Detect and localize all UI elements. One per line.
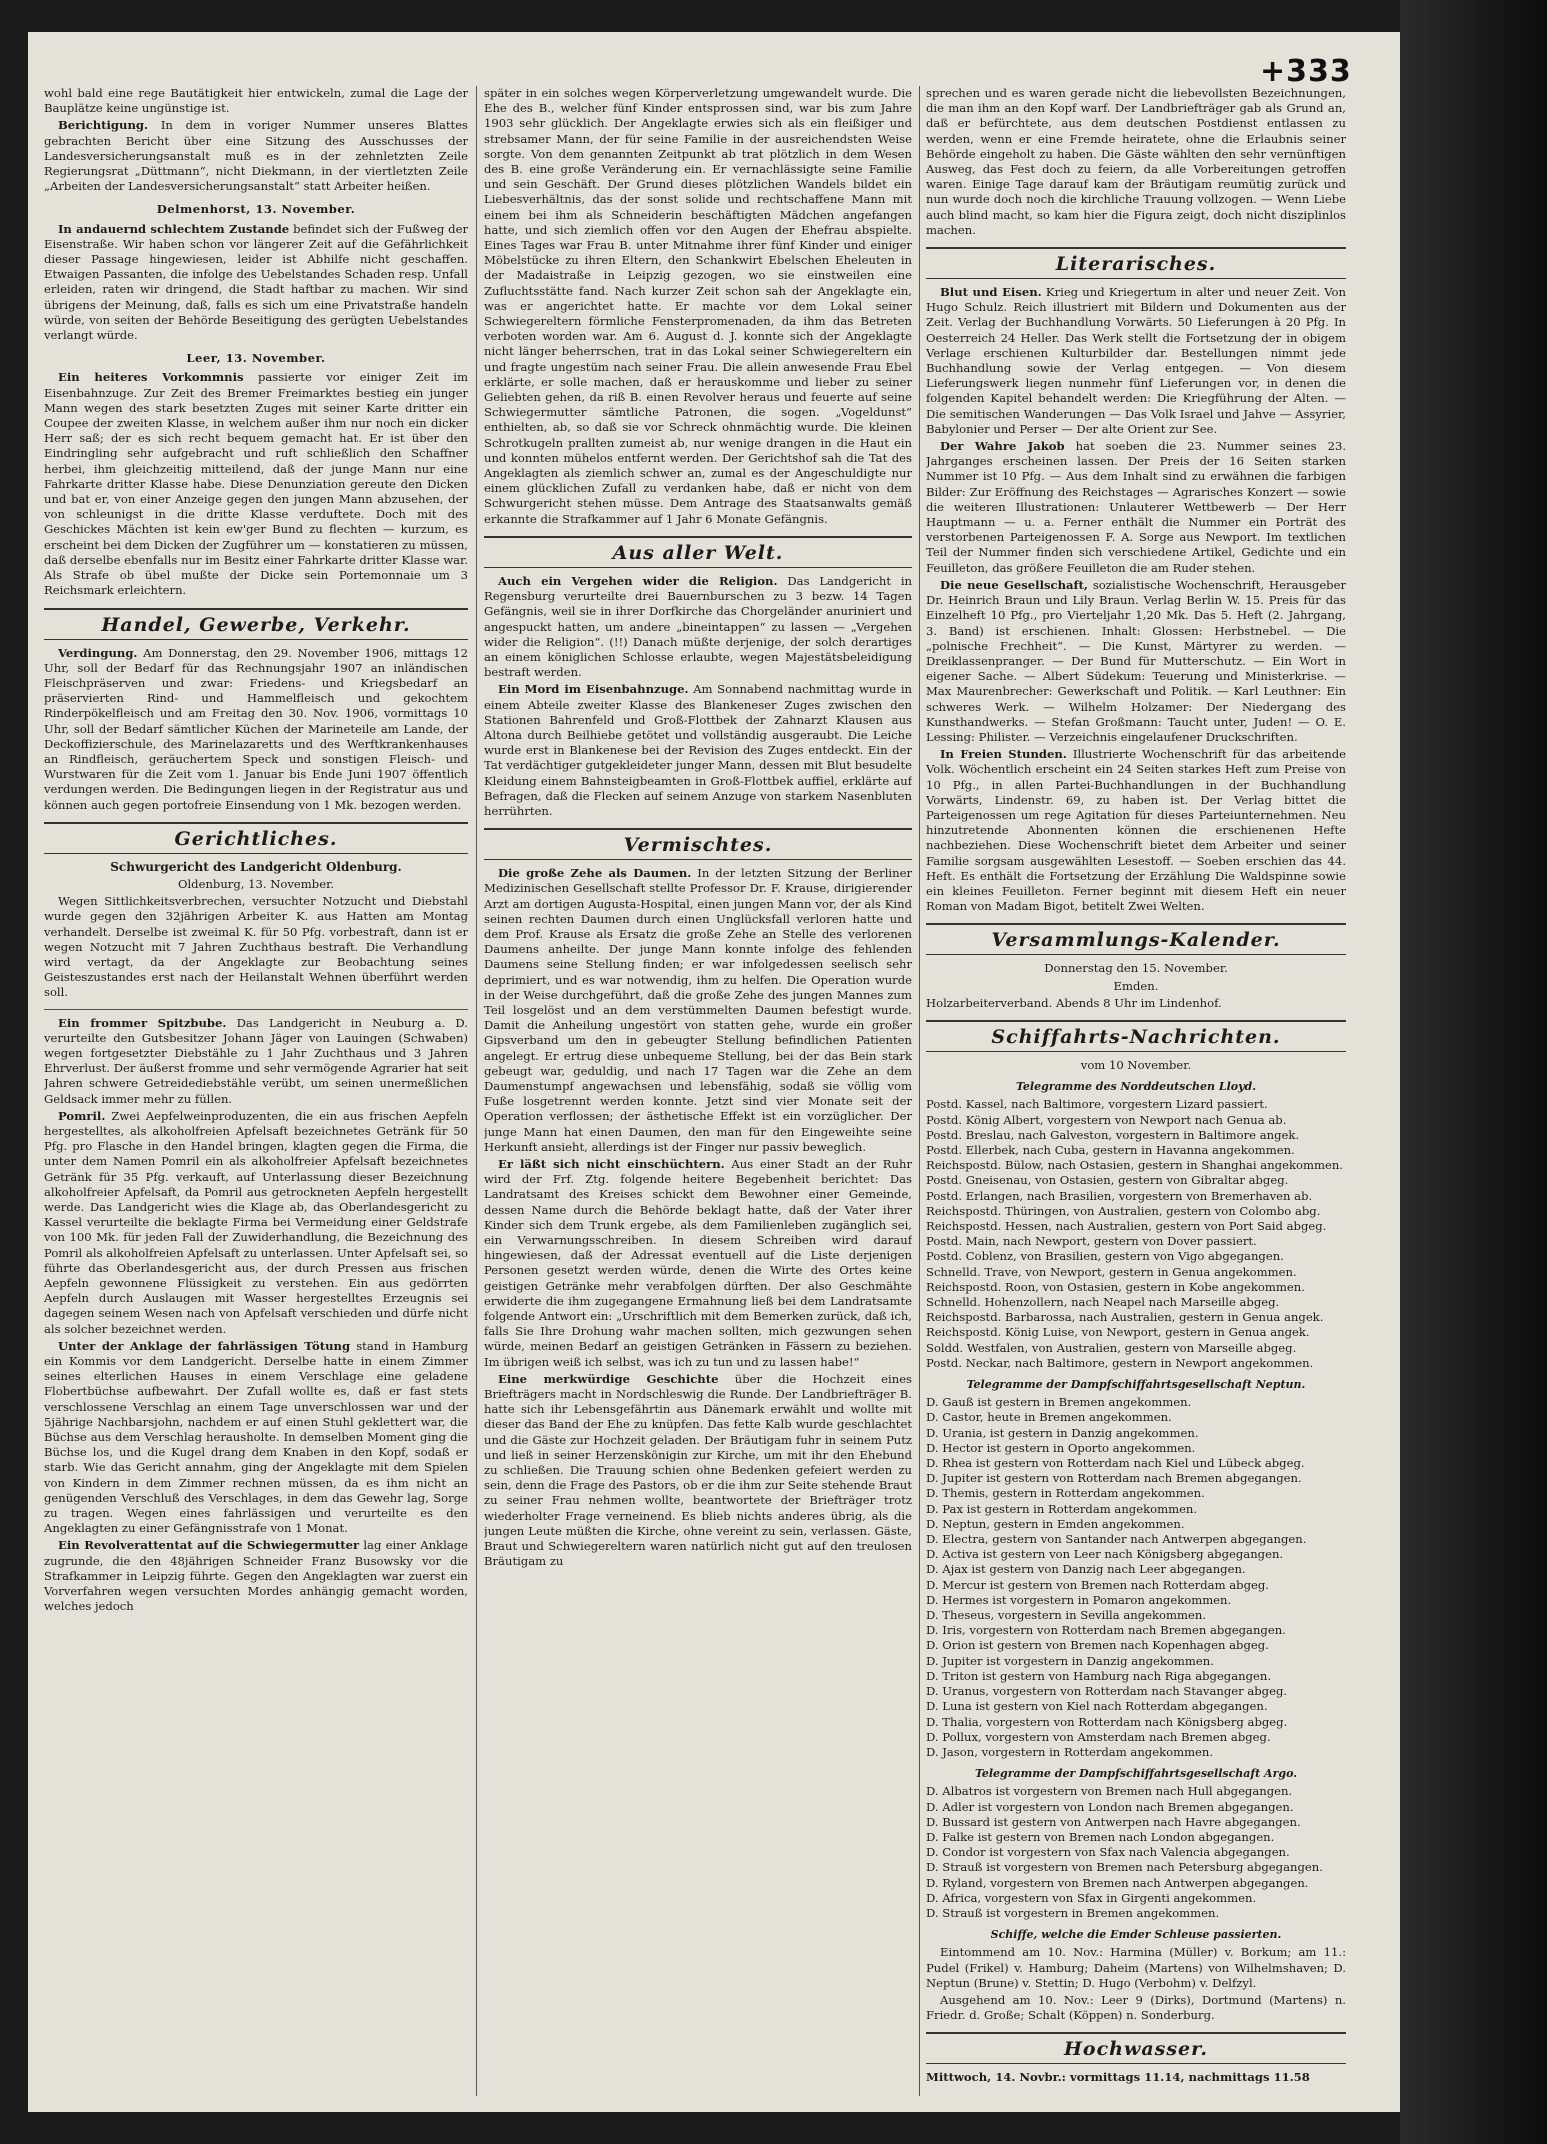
section-heading: Gerichtliches. (44, 822, 468, 854)
telegram-heading: Telegramme der Dampfschiffahrtsgesellschaft Neptun. (966, 1378, 1306, 1392)
ship-report: Postd. Kassel, nach Baltimore, vorgestern Lizard passiert. (926, 1097, 1268, 1112)
article-text: später in ein solches wegen Körperverletzung umgewandelt wurde. Die Ehe des B., welcher fünf Kinder entsprossen sind, war bis zum Jahre 1903 sehr glücklich. Der Angeklagte erwies sich als ein fleißiger und strebsamer Mann, der für seine Familie in der ausreichendsten Weise sorgte. Von dem genannten Zeitpunkt ab trat plötzlich in dem Wesen des B. eine große Veränderung ein. Er vernachlässigte seine Familie und sein Geschäft. Der Grund dieses plötzlichen Wandels bildet ein Liebesverhältnis, das der sonst solide und rechtschaffene Mann mit einem bei ihm als Schneiderin beschäftigten Mädchen angefangen hatte, und sich ziemlich offen vor den Augen der Ehefrau abspielte. Eines Tages war Frau B. unter Mitnahme ihrer fünf Kinder und einiger Möbelstücke zu ihren Eltern, den Schankwirt Ebelschen Eheleuten in der Madaistraße in Leipzig gezogen, wo sie einstweilen eine Zufluchtsstätte fand. Nach kurzer Zeit schon sah der Angeklagte ein, was er angerichtet hatte. Er machte vor dem Lokal seiner Schwiegereltern förmliche Fensterpromenaden, da ihm das Betreten verboten worden war. Am 6. August d. J. konnte sich der Angeklagte nicht länger beherrschen, trat in das Lokal seiner Schwiegereltern ein und fragte ungestüm nach seiner Frau. Die allein anwesende Frau Ebel erklärte, er solle machen, daß er herauskomme und lieber zu seiner Geliebten gehen, da riß B. einen Revolver heraus und feuerte auf seine Schwiegermutter sämtliche Patronen, die sogen. „Vogeldunst“ enthielten, ab, so daß sie vor Schreck ohnmächtig wurde. Die kleinen Schrotkugeln prallten zumeist ab, nur wenige drangen in die Haut ein und konnten mühelos entfernt werden. Der Gerichtshof sah die Tat des Angeklagten als ziemlich schwer an, zumal es der Angeschuldigte nur einem glücklichen Zufall zu verdanken habe, daß er nicht von dem Schwurgericht stehen müsse. Dem Antrage des Staatsanwalts gemäß erkannte die Strafkammer auf 1 Jahr 6 Monate Gefängnis. (484, 86, 912, 526)
ship-report: Postd. Neckar, nach Baltimore, gestern in Newport angekommen. (926, 1355, 1314, 1370)
article-text: Eintommend am 10. Nov.: Harmina (Müller) v. Borkum; am 11.: Pudel (Frikel) v. Hamburg; Daheim (Martens) von Wilhelmshaven; D. Neptun (Brune) v. Stettin; D. Hugo (Verbohm) v. Delfzyl. (926, 1945, 1346, 1990)
ship-report: D. Iris, vorgestern von Rotterdam nach Bremen abgegangen. (926, 1623, 1286, 1638)
telegram-heading: Telegramme des Norddeutschen Lloyd. (1015, 1080, 1257, 1094)
article-text: lag einer Anklage zugrunde, die den 48jährigen Schneider Franz Busowsky vor die Strafkammer in Leipzig führte. Gegen den Angeklagten war zuerst ein Vorverfahren wegen versuchten Mordes anhängig gemacht worden, welches jedoch (44, 1538, 468, 1614)
ship-report: Reichspostd. Hessen, nach Australien, gestern von Port Said abgeg. (926, 1219, 1327, 1233)
article-headline: Auch ein Vergehen wider die Religion. (498, 573, 778, 588)
article-headline: Blut und Eisen. (940, 285, 1042, 300)
section-heading: Hochwasser. (926, 2032, 1346, 2064)
article-text: Illustrierte Wochenschrift für das arbeitende Volk. Wöchentlich erscheint ein 24 Seiten starkes Heft zum Preise von 10 Pfg., in allen Partei-Buchhandlungen in der Buchhandlung Vorwärts, Lindenstr. 69, zu haben ist. Der Verlag bittet die Parteigenossen um rege Agitation für dieses Parteiunternehmen. Neu hinzutretende Abonnenten können die erschienenen Hefte nachbeziehen. Diese Wochenschrift bietet dem Arbeiter und seiner Familie sorgsam ausgewählten Lesestoff. — Soeben erschien das 44. Heft. Es enthält die Fortsetzung der Erzählung Die Waldspinne sowie ein kleines Feuilleton. Ferner beginnt mit diesem Heft ein neuer Roman von Madam Bigot, betitelt Zwei Welten. (926, 747, 1346, 914)
ship-report: D. Thalia, vorgestern von Rotterdam nach Königsberg abgeg. (926, 1714, 1288, 1729)
article-paragraph (926, 439, 1346, 576)
article-text: Das Landgericht in Neuburg a. D. verurteilte den Gutsbesitzer Johann Jäger von Lauingen (Schwaben) wegen fortgesetzter Diebstähle zu 1 Jahr Zuchthaus und 3 Jahren Ehrverlust. Der äußerst fromme und sehr vermögende Agrarier hat seit Jahren schwere Getreidediebstähle verübt, um seinen unermeßlichen Geldsack immer mehr zu füllen. (44, 1015, 468, 1106)
article-text: befindet sich der Fußweg der Eisenstraße. Wir haben schon vor längerer Zeit auf die Gefährlichkeit dieser Passage hingewiesen, leider ist Abhilfe nicht geschaffen. Etwaigen Passanten, die infolge des Uebelstandes Schaden resp. Unfall erleiden, raten wir dringend, die Stadt haftbar zu machen. Wir sind übrigens der Meinung, daß, falls es sich um eine Privatstraße handeln würde, von seiten der Behörde Beseitigung des gerügten Uebelstandes verlangt würde. (44, 221, 468, 343)
article-text: sprechen und es waren gerade nicht die liebevollsten Bezeichnungen, die man ihm an den Kopf warf. Der Landbriefträger gab als Grund an, daß er befürchtete, aus dem deutschen Postdienst entlassen zu werden, wenn er eine Fremde heiratete, ohne die Erlaubnis seiner Behörde eingeholt zu haben. Die Gäste wählten den sehr vernünftigen Ausweg, das Fest doch zu feiern, da alle Vorbereitungen getroffen waren. Einige Tage darauf kam der Bräutigam reumütig zurück und nun wurde doch noch die kirchliche Trauung vollzogen. — Wenn Liebe auch blind macht, so kam hier die Figura zeigt, doch nicht disziplinlos machen. (926, 86, 1346, 237)
article-paragraph (44, 1109, 468, 1337)
article-text: Das Landgericht in Regensburg verurteilte drei Bauernburschen zu 3 bezw. 14 Tagen Gefängnis, weil sie in ihrer Dorfkirche das Chorgeländer anuriniert und angespuckt hatten, um andere „bineintappen“ zu lassen — „Vergehen wider die Religion“. (!!) Danach müßte derjenige, der solch derartiges an einem königlichen Schlosse erlaubte, wegen Majestätsbeleidigung bestraft werden. (484, 573, 912, 680)
ship-report: D. Luna ist gestern von Kiel nach Rotterdam abgegangen. (926, 1699, 1268, 1714)
article-text: Wegen Sittlichkeitsverbrechen, versuchter Notzucht und Diebstahl wurde gegen den 32jährigen Arbeiter K. aus Hatten am Montag verhandelt. Derselbe ist zweimal K. für 50 Pfg. vorbestraft, dann ist er wegen Notzucht mit 7 Jahren Zuchthaus bestraft. Die Verhandlung wird vertagt, da der Angeklagte zur Beobachtung seines Geisteszustandes erst nach der Heilanstalt Wehnen überführt werden soll. (44, 894, 468, 1000)
article-paragraph (44, 646, 468, 813)
ship-report: D. Condor ist vorgestern von Sfax nach Valencia abgegangen. (926, 1845, 1290, 1860)
article-headline: Unter der Anklage der fahrlässigen Tötung (58, 1338, 351, 1353)
article-paragraph (44, 370, 468, 598)
article-text: In dem in voriger Nummer unseres Blattes gebrachten Bericht über eine Sitzung des Ausschusses der Landesversicherungsanstalt muß es in der zehnletzten Zeile Regierungsrat „Düttmann“, nicht Diekmann, in der viertletzten Zeile „Arbeiten der Landesversicherungsanstalt“ statt Arbeiter heißen. (44, 118, 468, 194)
ship-report: D. Pollux, vorgestern von Amsterdam nach Bremen abgeg. (926, 1729, 1271, 1744)
section-heading: Vermischtes. (484, 828, 912, 860)
article-paragraph (44, 222, 468, 344)
ship-report: Postd. König Albert, vorgestern von Newport nach Genua ab. (926, 1112, 1287, 1127)
column-2 (484, 86, 912, 2096)
ship-report: D. Triton ist gestern von Hamburg nach Riga abgegangen. (926, 1668, 1272, 1683)
article-text: Am Donnerstag, den 29. November 1906, mittags 12 Uhr, soll der Bedarf für das Rechnungsjahr 1907 an inländischen Fleischpräserven und zwar: Friedens- und Kriegsbedarf an präservierten Rind- und Hammelfleisch und gekochtem Rinderpökelfleisch und am Freitag den 30. Nov. 1906, vormittags 10 Uhr, soll der Bedarf sämtlicher Küchen der Marineteile am Lande, der Deckoffizierschule, des Marinelazaretts und des Werftkrankenhauses an Rindfleisch, geräuchertem Speck und sonstigen Fleisch- und Wurstwaren für die Zeit vom 1. Januar bis Ende Juni 1907 öffentlich verdungen werden. Die Bedingungen liegen in der Registratur aus und können auch gegen portofreie Einsendung von 1 Mk. bezogen werden. (44, 645, 468, 812)
ship-report: Postd. Breslau, nach Galveston, vorgestern in Baltimore angek. (926, 1127, 1300, 1142)
section-heading: Schiffahrts-Nachrichten. (926, 1020, 1346, 1052)
dateline: Delmenhorst, 13. November. (156, 202, 356, 217)
ship-report: D. Themis, gestern in Rotterdam angekommen. (926, 1486, 1205, 1501)
page-number: +333 (1260, 54, 1352, 89)
ship-list (926, 1784, 1346, 1921)
ship-report: D. Albatros ist vorgestern von Bremen nach Hull abgegangen. (926, 1784, 1293, 1799)
book-spine (1400, 0, 1547, 2144)
ship-report: Reichspostd. Barbarossa, nach Australien, gestern in Genua angek. (926, 1310, 1324, 1325)
ship-report: Reichspostd. Bülow, nach Ostasien, gestern in Shanghai angekommen. (926, 1158, 1343, 1173)
subheading: Schwurgericht des Landgericht Oldenburg. (110, 859, 402, 874)
ship-report: D. Jason, vorgestern in Rotterdam angekommen. (926, 1744, 1214, 1759)
ship-report: D. Neptun, gestern in Emden angekommen. (926, 1516, 1185, 1531)
ship-list (926, 1097, 1346, 1371)
ship-report: D. Strauß ist vorgestern in Bremen angekommen. (926, 1905, 1220, 1920)
article-text: In der letzten Sitzung der Berliner Medizinischen Gesellschaft stellte Professor Dr. F. Krause, dirigierender Arzt am dortigen Augusta-Hospital, einen jungen Mann vor, der als Kind seinen rechten Daumen durch einen Unglücksfall verloren hatte und dem Prof. Krause als Ersatz die große Zehe an Stelle des verlorenen Daumens anheilte. Der junge Mann konnte infolge des fehlenden Daumens seine Stellung finden; er war infolgedessen seelisch sehr deprimiert, und es war notwendig, ihm zu helfen. Die Operation wurde in der Weise durchgeführt, daß die große Zehe des jungen Mannes zum Teil losgelöst und an dem verstümmelten Daumen befestigt wurde. Damit die Anheilung ungestört von statten gehe, wurde ein großer Gipsverband um den in gebeugter Stellung befindlichen Patienten angelegt. Er ertrug diese unbequeme Stellung, bei der das Bein stark gebeugt war, geduldig, und nach 17 Tagen war die Zehe an dem Daumenstumpf angewachsen und lebensfähig, sodaß sie völlig vom Fuße losgetrennt werden konnte. Jetzt sind vier Monate seit der Operation verflossen; der ästhetische Effekt ist ein vorzüglicher. Der junge Mann hat einen Daumen, den man für den Eingeweihte seine Herkunft ansieht, allerdings ist der Finger nur passiv beweglich. (484, 866, 912, 1154)
ship-report: D. Hector ist gestern in Oporto angekommen. (926, 1440, 1196, 1455)
ship-report: Reichspostd. Roon, von Ostasien, gestern in Kobe angekommen. (926, 1279, 1305, 1294)
article-text: hat soeben die 23. Nummer seines 23. Jahrganges erscheinen lassen. Der Preis der 16 Seiten starken Nummer ist 10 Pfg. — Aus dem Inhalt sind zu erwähnen die farbigen Bilder: Zur Eröffnung des Reichstages — Agrarisches Konzert — sowie die weiteren Illustrationen: Unlauterer Wettbewerb — Der Herr Hauptmann — u. a. Ferner enthält die Nummer ein Porträt des verstorbenen Parteigenossen F. A. Sorge aus Newport. Im textlichen Teil der Nummer finden sich verschiedene Artikel, Gedichte und ein Feuilleton, das größere Feuilleton die am Ruder stehen. (926, 439, 1346, 575)
ship-report: D. Orion ist gestern von Bremen nach Kopenhagen abgeg. (926, 1638, 1269, 1653)
ship-report: Reichspostd. König Luise, von Newport, gestern in Genua angek. (926, 1325, 1310, 1340)
ship-report: D. Electra, gestern von Santander nach Antwerpen abgegangen. (926, 1532, 1307, 1547)
column-1 (44, 86, 468, 2096)
ship-report: Soldd. Westfalen, von Australien, gestern von Marseille abgeg. (926, 1340, 1297, 1355)
article-paragraph (44, 118, 468, 194)
subheading: Donnerstag den 15. November. (1044, 961, 1228, 976)
article-headline: Die neue Gesellschaft, (940, 577, 1088, 592)
article-text: Am Sonnabend nachmittag wurde in einem Abteile zweiter Klasse des Blankeneser Zuges zwischen den Stationen Bahrenfeld und Groß-Flottbek der Zahnarzt Klausen aus Altona durch Beilhiebe getötet und vollständig ausgeraubt. Die Leiche wurde erst in Blankenese bei der Revision des Zuges entdeckt. Ein der Tat verdächtiger gutgekleideter junger Mann, dessen mit Blut besudelte Kleidung einem Bahnsteigbeamten in Groß-Flottbek auffiel, erklärte auf Befragen, daß die Flecken auf seinem Anzuge von starkem Nasenbluten herrührten. (484, 682, 912, 818)
section-heading: Handel, Gewerbe, Verkehr. (44, 608, 468, 640)
article-headline: Ein heiteres Vorkommnis (58, 370, 244, 385)
article-text: sozialistische Wochenschrift, Herausgeber Dr. Heinrich Braun und Lily Braun. Verlag Berlin W. 15. Preis für das Einzelheft 10 Pfg., pro Vierteljahr 1,20 Mk. Das 5. Heft (2. Jahrgang, 3. Band) ist erschienen. Inhalt: Glossen: Herbstnebel. — Die „polnische Frechheit“. — Die Kunst, Märtyrer zu werden. — Dreiklassenpranger. — Der Bund für Mutterschutz. — Ein Wort in eigener Sache. — Albert Südekum: Teuerung und Ministerkrise. — Max Maurenbrecher: Gewerkschaft und Politik. — Karl Leuthner: Ein schweres Werk. — Wilhelm Holzamer: Der Niedergang des Kunsthandwerks. — Stefan Großmann: Taucht unter, Juden! — O. E. Lessing: Philister. — Verzeichnis eingelaufener Druckschriften. (926, 577, 1346, 744)
ship-report: D. Castor, heute in Bremen angekommen. (926, 1410, 1172, 1425)
ship-report: D. Jupiter ist gestern von Rotterdam nach Bremen abgegangen. (926, 1471, 1302, 1486)
subheading: vom 10 November. (1080, 1057, 1192, 1072)
article-headline: Verdingung. (58, 645, 138, 660)
ship-report: Schnelld. Hohenzollern, nach Neapel nach Marseille abgeg. (926, 1295, 1280, 1310)
article-text: über die Hochzeit eines Briefträgers macht in Nordschleswig die Runde. Der Landbriefträger B. hatte sich ihr Lebensgefährtin aus Dänemark erwählt und wollte mit dieser das Band der Ehe zu knüpfen. Das fette Kalb wurde geschlachtet und die Gäste zur Hochzeit geladen. Der Bräutigam fuhr in seinem Putz und ließ in seiner Herzenskönigin zur Kirche, um mit ihr den Ehebund zu schließen. Die Trauung schien ohne Bedenken gefeiert werden zu sein, denn die Frage des Pastors, ob er die ihm zur Seite stehende Braut zu seiner Frau nehmen wollte, beantwortete der Briefträger trotz wiederholter Frage verneinend. Es blieb nichts anderes übrig, als die jungen Leute müßten die Kirche, ohne vereint zu sein, verlassen. Gäste, Braut und Schwiegereltern waren natürlich nicht gut auf den treulosen Bräutigam zu (484, 1371, 912, 1569)
ship-report: D. Uranus, vorgestern von Rotterdam nach Stavanger abgeg. (926, 1684, 1288, 1699)
column-rule (919, 86, 920, 2096)
article-text: stand in Hamburg ein Kommis vor dem Landgericht. Derselbe hatte in einem Zimmer seines elterlichen Hauses in einem Verschlage eine geladene Flobertbüchse aufbewahrt. Der Zufall wollte es, daß er fast stets verschlossene Verschlag an einem Tage unverschlossen war und der 5jährige Nachbarsjohn, nachdem er auf einen Stuhl geklettert war, die Büchse aus dem Verschlag herausholte. In demselben Moment ging die Büchse los, und die Kugel drang dem Knaben in den Kopf, sodaß er starb. Wie das Gericht annahm, ging der Angeklagte mit dem Spielen von Kindern in dem Zimmer rechnen müssen, da es ihm nicht an genügenden Verschluß des Verschlages, in dem das Gewehr lag, Sorge zu tragen. Wegen eines fahrlässigen und verurteilte es den Angeklagten zu einer Gefängnisstrafe von 1 Monat. (44, 1338, 468, 1536)
ship-report: D. Theseus, vorgestern in Sevilla angekommen. (926, 1608, 1207, 1623)
ship-report: Postd. Erlangen, nach Brasilien, vorgestern von Bremerhaven ab. (926, 1188, 1313, 1203)
article-headline: Ein frommer Spitzbube. (58, 1015, 227, 1030)
ship-report: Reichspostd. Thüringen, von Australien, gestern von Colombo abg. (926, 1203, 1321, 1218)
ship-report: D. Adler ist vorgestern von London nach Bremen abgegangen. (926, 1799, 1294, 1814)
article-headline: In Freien Stunden. (940, 747, 1067, 762)
article-headline: Eine merkwürdige Geschichte (498, 1371, 719, 1386)
ship-report: Postd. Ellerbek, nach Cuba, gestern in Havanna angekommen. (926, 1142, 1295, 1157)
article-paragraph (484, 866, 912, 1155)
newspaper-page (28, 32, 1400, 2112)
article-paragraph (484, 1372, 912, 1570)
ship-list (926, 1395, 1346, 1760)
ship-report: D. Jupiter ist vorgestern in Danzig angekommen. (926, 1653, 1214, 1668)
ship-report: Schnelld. Trave, von Newport, gestern in Genua angekommen. (926, 1264, 1297, 1279)
ship-report: D. Ajax ist gestern von Danzig nach Leer abgegangen. (926, 1562, 1246, 1577)
subheading: Emden. (1113, 978, 1159, 993)
dateline: Leer, 13. November. (186, 351, 326, 366)
ship-report: D. Activa ist gestern von Leer nach Königsberg abgegangen. (926, 1547, 1284, 1562)
column-rule (476, 86, 477, 2096)
ship-report: D. Mercur ist gestern von Bremen nach Rotterdam abgeg. (926, 1577, 1269, 1592)
ship-report: D. Rhea ist gestern von Rotterdam nach Kiel und Lübeck abgeg. (926, 1456, 1305, 1471)
ship-report: D. Falke ist gestern von Bremen nach London abgegangen. (926, 1829, 1275, 1844)
section-heading: Versammlungs-Kalender. (926, 923, 1346, 955)
ship-report: D. Gauß ist gestern in Bremen angekommen. (926, 1395, 1192, 1410)
article-headline: Die große Zehe als Daumen. (498, 866, 692, 881)
article-paragraph (926, 578, 1346, 745)
ship-report: Postd. Main, nach Newport, gestern von Dover passiert. (926, 1234, 1257, 1249)
article-text: Holzarbeiterverband. Abends 8 Uhr im Lindenhof. (926, 995, 1222, 1010)
section-heading: Aus aller Welt. (484, 536, 912, 568)
ship-report: D. Hermes ist vorgestern in Pomaron angekommen. (926, 1592, 1232, 1607)
ship-report: D. Ryland, vorgestern von Bremen nach Antwerpen abgegangen. (926, 1875, 1309, 1890)
ship-report: D. Pax ist gestern in Rotterdam angekommen. (926, 1501, 1198, 1516)
article-paragraph (44, 1538, 468, 1614)
article-text: wohl bald eine rege Bautätigkeit hier entwickeln, zumal die Lage der Bauplätze keine ungünstige ist. (44, 86, 468, 116)
dateline: Oldenburg, 13. November. (177, 876, 335, 891)
telegram-heading: Telegramme der Dampfschiffahrtsgesellschaft Argo. (974, 1767, 1298, 1781)
article-paragraph (484, 682, 912, 819)
article-text: Mittwoch, 14. Novbr.: vormittags 11.14, nachmittags 11.58 (926, 2070, 1310, 2085)
ship-report: D. Bussard ist gestern von Antwerpen nach Havre abgegangen. (926, 1814, 1301, 1829)
article-headline: Ein Mord im Eisenbahnzuge. (498, 682, 689, 697)
article-text: Krieg und Kriegertum in alter und neuer Zeit. Von Hugo Schulz. Reich illustriert mit Bildern und Dokumenten aus der Zeit. Verlag der Buchhandlung Vorwärts. 50 Lieferungen à 20 Pfg. In Oesterreich 24 Heller. Das Werk stellt die Fortsetzung der in obigem Verlage erschienen Kulturbilder dar. Bestellungen nimmt jede Buchhandlung sowie der Verlag entgegen. — Von diesem Lieferungswerk liegen nunmehr fünf Lieferungen vor, in denen die folgenden Kapitel behandelt werden: Die Kriegführung der Alten. — Die semitischen Wanderungen — Das Volk Israel und Jahve — Assyrier, Babylonier und Perser — Der alte Orient zur See. (926, 285, 1346, 436)
article-paragraph (926, 747, 1346, 914)
article-headline: In andauernd schlechtem Zustande (58, 221, 290, 236)
article-text: Aus einer Stadt an der Ruhr wird der Frf. Ztg. folgende heitere Begebenheit berichtet: Das Landratsamt des Kreises schickt dem Bewohner einer Gemeinde, dessen Name durch die Behörde beklagt hatte, daß der Vater ihrer Kinder sich dem Trunk ergebe, als dem Familienleben zugänglich sei, ein Verwarnungsschreiben. In diesem Schreiben wird darauf hingewiesen, daß der Adressat eventuell auf die Liste derjenigen Personen gesetzt werden würde, denen die Wirte des Ortes keine geistigen Getränke mehr verabfolgen dürften. Der also Geschmähte erwiderte die ihm zugegangene Ermahnung ließ bei dem Landratsamte folgende Antwort ein: „Urschriftlich mit dem Bemerken zurück, daß ich, falls Sie Ihre Drohung wahr machen sollten, mich gezwungen sehen würde, meinen Bedarf an geistigen Getränken in Fässern zu beziehen. Im übrigen weiß ich selbst, was ich zu tun und zu lassen habe!“ (484, 1157, 912, 1369)
ship-report: D. Urania, ist gestern in Danzig angekommen. (926, 1425, 1199, 1440)
article-headline: Pomril. (58, 1108, 106, 1123)
article-text: Ausgehend am 10. Nov.: Leer 9 (Dirks), Dortmund (Martens) n. Friedr. d. Große; Schalt (Köppen) n. Sonderburg. (926, 1992, 1346, 2023)
article-paragraph (44, 1016, 468, 1107)
article-paragraph (484, 574, 912, 680)
article-headline: Er läßt sich nicht einschüchtern. (498, 1157, 725, 1171)
article-headline: Berichtigung. (58, 118, 149, 133)
article-headline: Ein Revolverattentat auf die Schwiegermutter (58, 1538, 360, 1553)
article-text: Zwei Aepfelweinproduzenten, die ein aus frischen Aepfeln hergestelltes, als alkoholfreien Apfelsaft bezeichnetes Getränk für 50 Pfg. pro Flasche in den Handel bringen, klagten gegen die Firma, die unter dem Namen Pomril ein als alkoholfreier Apfelsaft bezeichnetes Getränk für 35 Pfg. verkauft, auf Unterlassung dieser Bezeichnung alkoholfreier Apfelsaft, da Pomril aus getrockneten Aepfeln hergestellt werde. Das Landgericht wies die Klage ab, das Oberlandesgericht zu Kassel verurteilte die beklagte Firma bei Vermeidung einer Geldstrafe von 100 Mk. für jeden Fall der Zuwiderhandlung, die Bezeichnung des Pomril als alkoholfreien Apfelsaft zu unterlassen. Unter Apfelsaft sei, so führte das Oberlandesgericht aus, der durch Pressen aus frischen Aepfeln gewonnene Flüssigkeit zu verstehen. Ein aus gedörrten Aepfeln durch Auslaugen mit Wasser hergestelltes Erzeugnis sei dagegen seinem Wesen nach von Apfelsaft verschieden und dürfe nicht als solcher bezeichnet werden. (44, 1108, 468, 1336)
article-paragraph (44, 1339, 468, 1537)
ship-report: D. Strauß ist vorgestern von Bremen nach Petersburg abgegangen. (926, 1860, 1323, 1875)
article-headline: Der Wahre Jakob (940, 439, 1065, 454)
column-3 (926, 86, 1346, 2096)
ship-report: Postd. Gneisenau, von Ostasien, gestern von Gibraltar abgeg. (926, 1173, 1289, 1188)
article-text: passierte vor einiger Zeit im Eisenbahnzuge. Zur Zeit des Bremer Freimarktes bestieg ein junger Mann wegen des stark besetzten Zuges mit seiner Karte dritter ein Coupee der zweiten Klasse, in welchem außer ihm nur noch ein dicker Herr saß; der es sich recht bequem gemacht hat. Er ist über den Eindringling sehr aufgebracht und ruft schließlich den Schaffner herbei, ihm gleichzeitig mitteilend, daß der junge Mann nur eine Fahrkarte dritter Klasse habe. Diese Denunziation gereute den Dicken und bat er, von einer Anzeige gegen den jungen Mann abzusehen, der von schleunigst in die dritte Klasse verduftete. Doch mit des Geschickes Mächten ist kein ew'ger Bund zu flechten — kurzum, es erscheint bei dem Dicken der Zugführer um — konstatieren zu müssen, daß derselbe ebenfalls nur im Besitz einer Fahrkarte dritter Klasse war. Als Strafe ob übel mußte der Dicke sein Portemonnaie um 3 Reichsmark erleichtern. (44, 370, 468, 598)
telegram-heading: Schiffe, welche die Emder Schleuse passierten. (990, 1928, 1282, 1942)
article-paragraph (484, 1157, 912, 1370)
section-heading: Literarisches. (926, 247, 1346, 279)
ship-report: D. Africa, vorgestern von Sfax in Girgenti angekommen. (926, 1890, 1257, 1905)
ship-report: Postd. Coblenz, von Brasilien, gestern von Vigo abgegangen. (926, 1249, 1284, 1264)
article-paragraph (926, 285, 1346, 437)
divider (44, 1009, 468, 1010)
